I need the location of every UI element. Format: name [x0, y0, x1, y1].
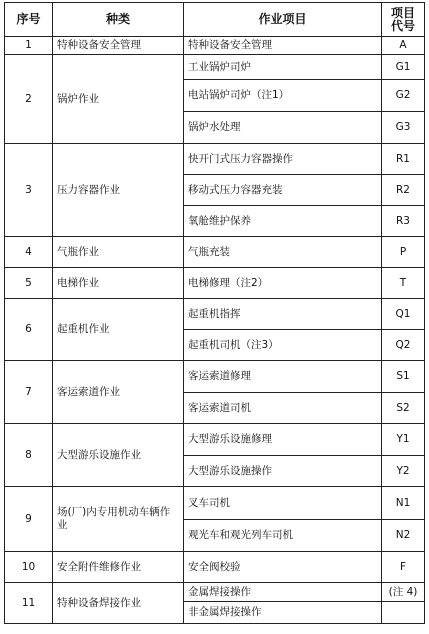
- table-row: [5, 361, 425, 393]
- item-cell: 气瓶充装: [184, 237, 382, 268]
- code-cell: Y1: [382, 424, 425, 456]
- category-cell: 安全附件维修作业: [53, 552, 184, 583]
- code-cell: F: [382, 552, 425, 583]
- code-cell: R1: [382, 144, 425, 175]
- code-cell: N2: [382, 520, 425, 552]
- code-cell: [382, 602, 425, 624]
- item-cell: 锅炉水处理: [184, 112, 382, 144]
- seq-cell: 6: [5, 299, 53, 361]
- item-cell: 大型游乐设施修理: [184, 424, 382, 456]
- header-item: 作业项目: [184, 3, 382, 37]
- item-cell: 起重机司机（注3）: [184, 330, 382, 361]
- table-row: [5, 583, 425, 602]
- code-cell: R2: [382, 175, 425, 206]
- item-cell: 金属焊接操作: [184, 583, 382, 602]
- item-cell: 客运索道司机: [184, 393, 382, 424]
- item-cell: 特种设备安全管理: [184, 37, 382, 55]
- category-cell: 客运索道作业: [53, 361, 184, 424]
- code-cell: G3: [382, 112, 425, 144]
- item-cell: 非金属焊接操作: [184, 602, 382, 624]
- category-cell: 锅炉作业: [53, 55, 184, 144]
- item-cell: 客运索道修理: [184, 361, 382, 393]
- code-cell: Q1: [382, 299, 425, 330]
- item-cell: 氧舱维护保养: [184, 206, 382, 237]
- header-category: 种类: [53, 3, 184, 37]
- code-cell: G2: [382, 80, 425, 112]
- code-cell: T: [382, 268, 425, 299]
- table-row: [5, 144, 425, 175]
- table-row: [5, 37, 425, 55]
- table-row: [5, 268, 425, 299]
- code-cell: A: [382, 37, 425, 55]
- category-cell: 电梯作业: [53, 268, 184, 299]
- code-cell: S1: [382, 361, 425, 393]
- code-cell: (注 4): [382, 583, 425, 602]
- category-cell: 压力容器作业: [53, 144, 184, 237]
- operation-items-table: [4, 2, 425, 624]
- seq-cell: 11: [5, 583, 53, 624]
- table-row: [5, 299, 425, 330]
- item-cell: 起重机指挥: [184, 299, 382, 330]
- code-cell: S2: [382, 393, 425, 424]
- table-row: [5, 424, 425, 456]
- item-cell: 电梯修理（注2）: [184, 268, 382, 299]
- header-seq: 序号: [5, 3, 53, 37]
- item-cell: 工业锅炉司炉: [184, 55, 382, 80]
- table-row: [5, 237, 425, 268]
- seq-cell: 4: [5, 237, 53, 268]
- code-cell: Y2: [382, 456, 425, 487]
- category-cell: 大型游乐设施作业: [53, 424, 184, 487]
- seq-cell: 1: [5, 37, 53, 55]
- item-cell: 电站锅炉司炉（注1）: [184, 80, 382, 112]
- table-row: [5, 552, 425, 583]
- header-code: 项目代号: [382, 3, 425, 37]
- item-cell: 观光车和观光列车司机: [184, 520, 382, 552]
- code-cell: P: [382, 237, 425, 268]
- header-row: [5, 3, 425, 37]
- seq-cell: 9: [5, 487, 53, 552]
- item-cell: 快开门式压力容器操作: [184, 144, 382, 175]
- category-cell: 特种设备安全管理: [53, 37, 184, 55]
- code-cell: N1: [382, 487, 425, 520]
- category-cell: 场(厂)内专用机动车辆作业: [53, 487, 184, 552]
- seq-cell: 2: [5, 55, 53, 144]
- item-cell: 安全阀校验: [184, 552, 382, 583]
- seq-cell: 10: [5, 552, 53, 583]
- code-cell: Q2: [382, 330, 425, 361]
- code-cell: R3: [382, 206, 425, 237]
- seq-cell: 3: [5, 144, 53, 237]
- item-cell: 叉车司机: [184, 487, 382, 520]
- seq-cell: 8: [5, 424, 53, 487]
- seq-cell: 7: [5, 361, 53, 424]
- category-cell: 气瓶作业: [53, 237, 184, 268]
- category-cell: 起重机作业: [53, 299, 184, 361]
- code-cell: G1: [382, 55, 425, 80]
- table-row: [5, 487, 425, 520]
- category-cell: 特种设备焊接作业: [53, 583, 184, 624]
- item-cell: 移动式压力容器充装: [184, 175, 382, 206]
- table-row: [5, 55, 425, 80]
- seq-cell: 5: [5, 268, 53, 299]
- item-cell: 大型游乐设施操作: [184, 456, 382, 487]
